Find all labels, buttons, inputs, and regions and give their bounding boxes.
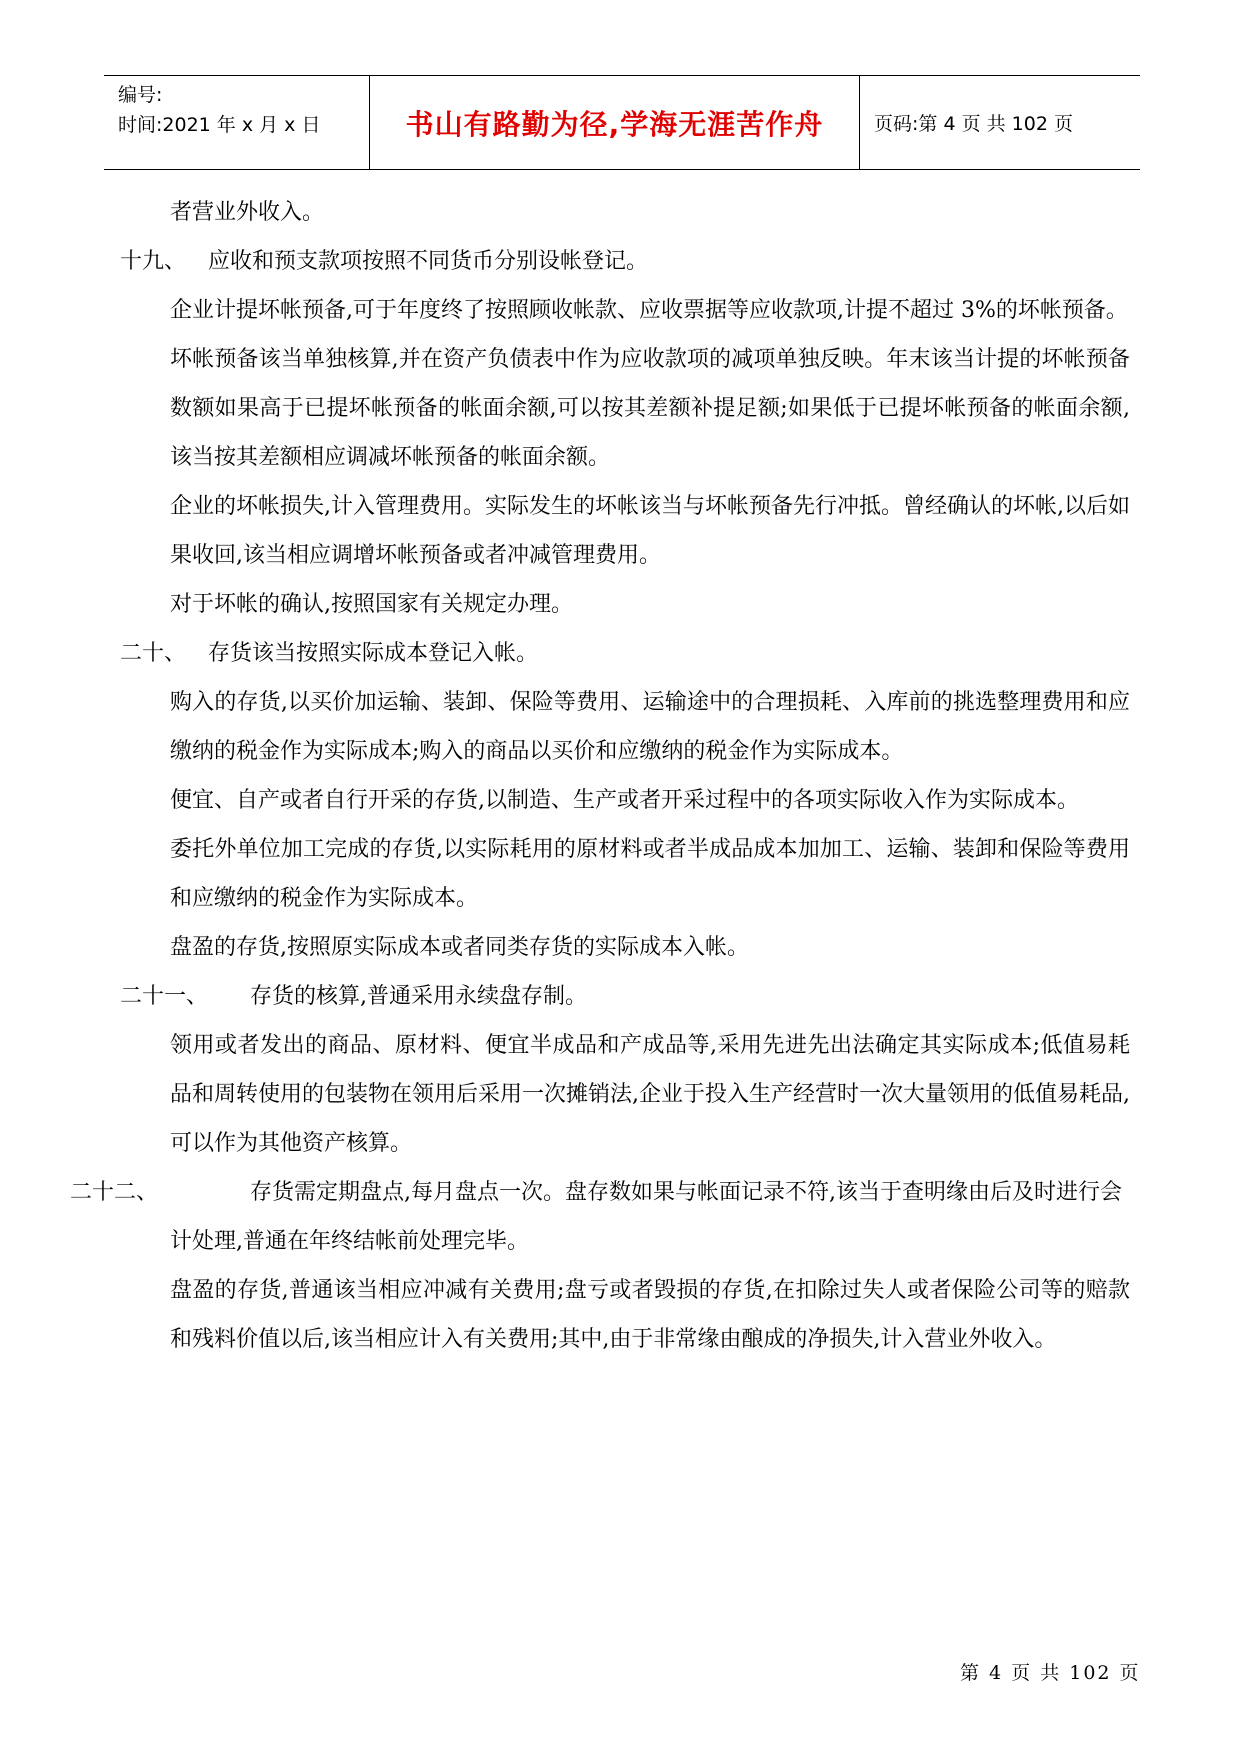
article-heading-22	[70, 1168, 1130, 1266]
doc-number-label: 编号:	[118, 84, 163, 106]
paragraph: 盘盈的存货,按照原实际成本或者同类存货的实际成本入帐。	[170, 935, 749, 960]
header-page-info: 页码:第 4 页 共 102 页	[874, 113, 1073, 135]
paragraph: 购入的存货,以买价加运输、装卸、保险等费用、运输途中的合理损耗、入库前的挑选整理费用和应缴纳的税金作为实际成本;购入的商品以买价和应缴纳的税金作为实际成本。	[170, 690, 1130, 764]
article-number: 二十、	[120, 641, 187, 666]
article-number: 二十一、	[120, 984, 209, 1009]
article-heading-21	[120, 972, 1130, 1021]
article-number: 十九、	[120, 249, 187, 274]
paragraph: 盘盈的存货,普通该当相应冲减有关费用;盘亏或者毁损的存货,在扣除过失人或者保险公司等的赔款和残料价值以后,该当相应计入有关费用;其中,由于非常缘由酿成的净损失,计入营业外收入。	[170, 1278, 1130, 1352]
article-title: 应收和预支款项按照不同货币分别设帐登记。	[208, 249, 649, 274]
page-header	[104, 75, 1140, 170]
article-title: 存货需定期盘点,每月盘点一次。盘存数如果与帐面记录不符,该当于查明缘由后及时进行会计处理,普通在年终结帐前处理完毕。	[170, 1180, 1122, 1254]
article-heading-19	[120, 237, 1130, 286]
paragraph: 企业的坏帐损失,计入管理费用。实际发生的坏帐该当与坏帐预备先行冲抵。曾经确认的坏帐,以后如果收回,该当相应调增坏帐预备或者冲减管理费用。	[170, 494, 1130, 568]
article-title: 存货的核算,普通采用永续盘存制。	[250, 984, 587, 1009]
paragraph: 坏帐预备该当单独核算,并在资产负债表中作为应收款项的减项单独反映。年末该当计提的坏帐预备数额如果高于已提坏帐预备的帐面余额,可以按其差额补提足额;如果低于已提坏帐预备的帐面余额,该当按其差额相应调减坏帐预备的帐面余额。	[170, 347, 1130, 470]
paragraph: 者营业外收入。	[170, 200, 325, 225]
paragraph: 领用或者发出的商品、原材料、便宜半成品和产成品等,采用先进先出法确定其实际成本;低值易耗品和周转使用的包装物在领用后采用一次摊销法,企业于投入生产经营时一次大量领用的低值易耗品,可以作为其他资产核算。	[170, 1033, 1130, 1156]
paragraph: 委托外单位加工完成的存货,以实际耗用的原材料或者半成品成本加加工、运输、装卸和保险等费用和应缴纳的税金作为实际成本。	[170, 837, 1130, 911]
header-meta	[104, 76, 370, 169]
article-number: 二十二、	[70, 1180, 159, 1205]
document-body	[70, 188, 1130, 1364]
page-footer: 第 4 页 共 102 页	[960, 1662, 1141, 1684]
article-heading-20	[120, 629, 1130, 678]
paragraph: 对于坏帐的确认,按照国家有关规定办理。	[170, 592, 573, 617]
paragraph: 便宜、自产或者自行开采的存货,以制造、生产或者开采过程中的各项实际收入作为实际成本。	[170, 788, 1079, 813]
article-title: 存货该当按照实际成本登记入帐。	[208, 641, 539, 666]
paragraph: 企业计提坏帐预备,可于年度终了按照顾收帐款、应收票据等应收款项,计提不超过 3%的坏帐预备。	[170, 298, 1128, 323]
header-motto: 书山有路勤为径,学海无涯苦作舟	[370, 76, 860, 169]
time-label: 时间:2021 年 x 月 x 日	[118, 114, 321, 136]
